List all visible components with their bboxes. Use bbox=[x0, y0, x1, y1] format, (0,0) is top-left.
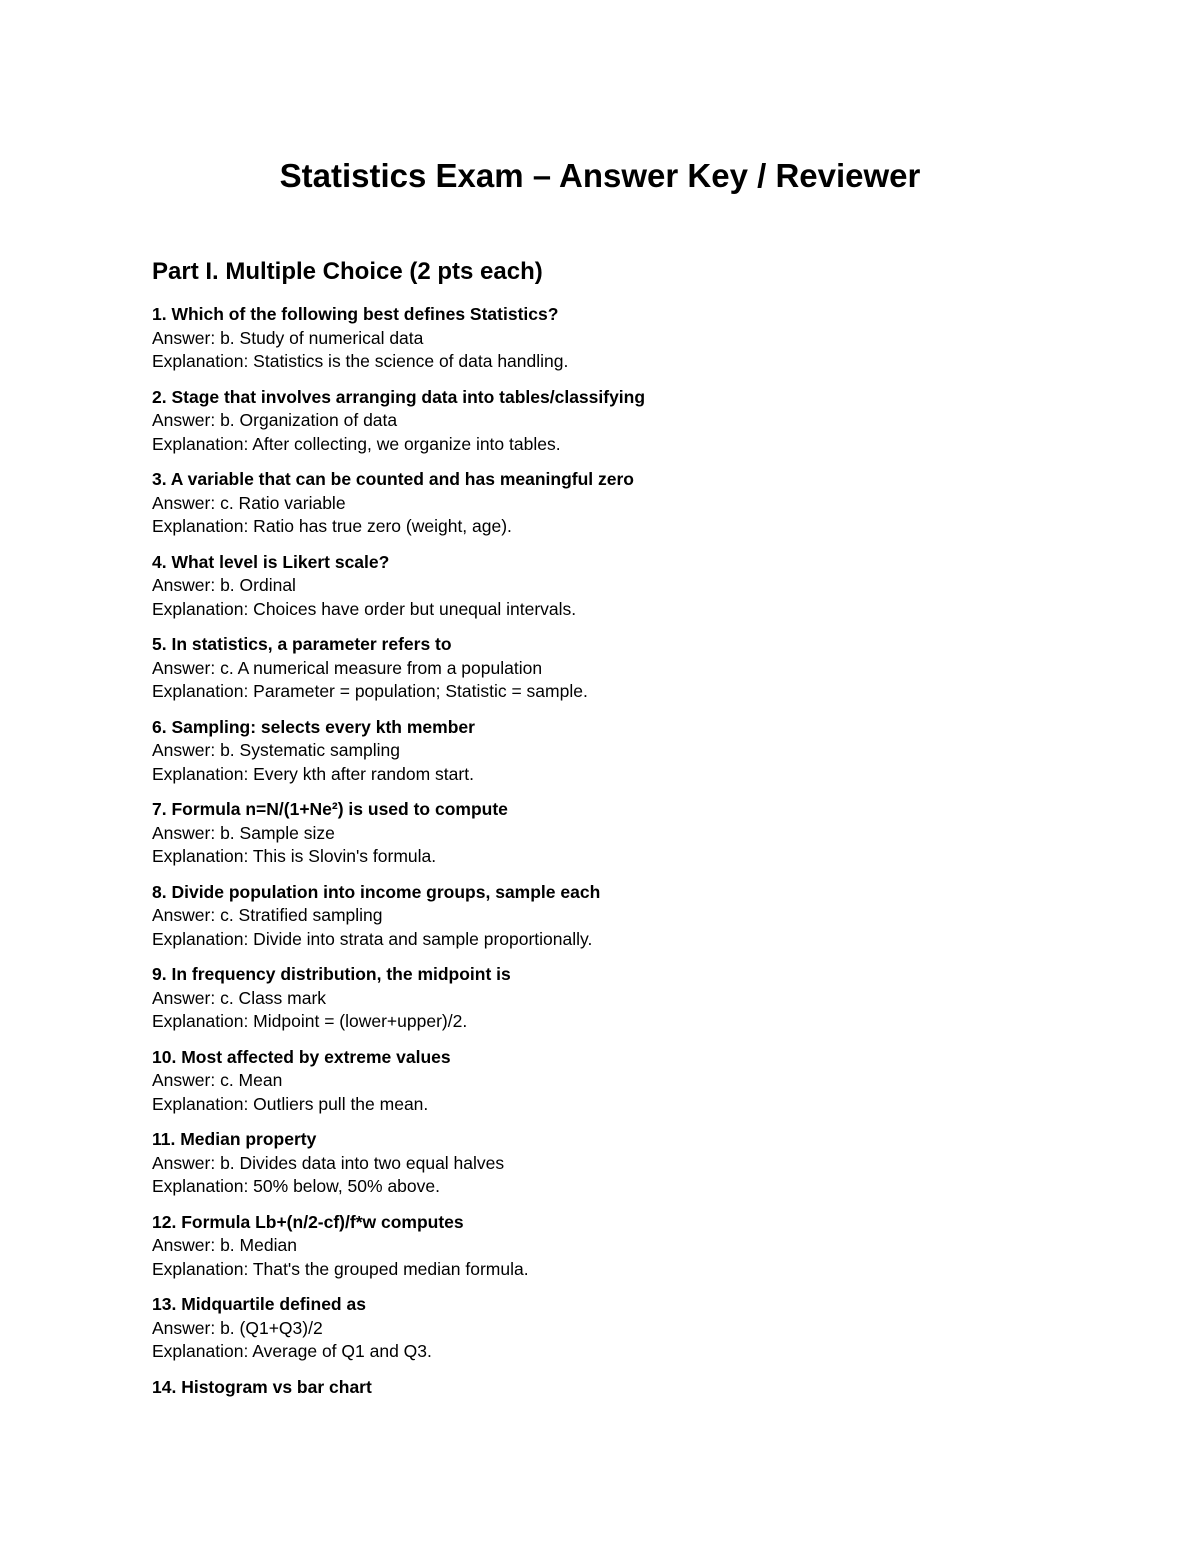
question-text: 4. What level is Likert scale? bbox=[152, 551, 390, 572]
question-text: 7. Formula n=N/(1+Ne²) is used to compute bbox=[152, 799, 508, 819]
answer-text: Answer: b. (Q1+Q3)/2 bbox=[152, 1317, 323, 1338]
explanation-text: Explanation: After collecting, we organize into tables. bbox=[152, 433, 561, 454]
question-item bbox=[152, 1293, 1052, 1376]
question-item bbox=[152, 1211, 1052, 1294]
question-text: 12. Formula Lb+(n/2-cf)/f*w computes bbox=[152, 1211, 464, 1232]
question-text: 2. Stage that involves arranging data into tables/classifying bbox=[152, 386, 646, 407]
answer-text: Answer: c. Stratified sampling bbox=[152, 905, 383, 925]
section-heading: Part I. Multiple Choice (2 pts each) bbox=[152, 258, 543, 285]
explanation-text: Explanation: Choices have order but unequal intervals. bbox=[152, 598, 577, 619]
explanation-text: Explanation: This is Slovin's formula. bbox=[152, 846, 437, 866]
explanation-text: Explanation: Parameter = population; Statistic = sample. bbox=[152, 681, 588, 701]
question-list bbox=[152, 303, 1052, 1458]
answer-text: Answer: c. A numerical measure from a population bbox=[152, 657, 543, 678]
question-item bbox=[152, 1376, 1052, 1459]
answer-text: Answer: c. Class mark bbox=[152, 987, 327, 1008]
explanation-text: Explanation: Every kth after random start. bbox=[152, 763, 474, 784]
answer-text: Answer: b. Median bbox=[152, 1235, 297, 1255]
question-item bbox=[152, 386, 1052, 469]
explanation-text: Explanation: Outliers pull the mean. bbox=[152, 1093, 429, 1114]
answer-text: Answer: c. Mean bbox=[152, 1070, 283, 1090]
explanation-text: Explanation: That's the grouped median formula. bbox=[152, 1258, 529, 1279]
question-item bbox=[152, 1046, 1052, 1129]
explanation-text: Explanation: Ratio has true zero (weight, age). bbox=[152, 516, 512, 536]
answer-text: Answer: b. Divides data into two equal halves bbox=[152, 1152, 505, 1173]
explanation-text: Explanation: Midpoint = (lower+upper)/2. bbox=[152, 1011, 468, 1031]
question-text: 14. Histogram vs bar chart bbox=[152, 1376, 372, 1397]
answer-text: Answer: b. Sample size bbox=[152, 822, 335, 843]
answer-text: Answer: b. Systematic sampling bbox=[152, 740, 401, 760]
question-item bbox=[152, 551, 1052, 634]
explanation-text: Explanation: Statistics is the science of data handling. bbox=[152, 351, 569, 371]
answer-text: Answer: b. Ordinal bbox=[152, 575, 296, 595]
question-text: 6. Sampling: selects every kth member bbox=[152, 716, 475, 737]
answer-text: Answer: b. Organization of data bbox=[152, 410, 398, 430]
explanation-text: Explanation: Divide into strata and sample proportionally. bbox=[152, 928, 593, 949]
question-text: 10. Most affected by extreme values bbox=[152, 1046, 451, 1067]
explanation-text: Explanation: 50% below, 50% above. bbox=[152, 1176, 440, 1196]
answer-text: Answer: c. Ratio variable bbox=[152, 492, 346, 513]
question-text: 5. In statistics, a parameter refers to bbox=[152, 634, 452, 654]
answer-text: Answer: b. Study of numerical data bbox=[152, 327, 424, 348]
question-text: 3. A variable that can be counted and has meaningful zero bbox=[152, 469, 635, 489]
question-item bbox=[152, 798, 1052, 881]
question-item bbox=[152, 633, 1052, 716]
question-text: 1. Which of the following best defines Statistics? bbox=[152, 304, 559, 324]
document-title: Statistics Exam – Answer Key / Reviewer bbox=[279, 157, 921, 194]
question-item bbox=[152, 1128, 1052, 1211]
question-item bbox=[152, 303, 1052, 386]
explanation-text: Explanation: Average of Q1 and Q3. bbox=[152, 1341, 432, 1361]
question-text: 11. Median property bbox=[152, 1129, 317, 1149]
question-item bbox=[152, 963, 1052, 1046]
question-item bbox=[152, 716, 1052, 799]
question-text: 13. Midquartile defined as bbox=[152, 1294, 366, 1314]
question-text: 8. Divide population into income groups, sample each bbox=[152, 881, 601, 902]
question-item bbox=[152, 881, 1052, 964]
question-text: 9. In frequency distribution, the midpoint is bbox=[152, 964, 511, 984]
question-item bbox=[152, 468, 1052, 551]
